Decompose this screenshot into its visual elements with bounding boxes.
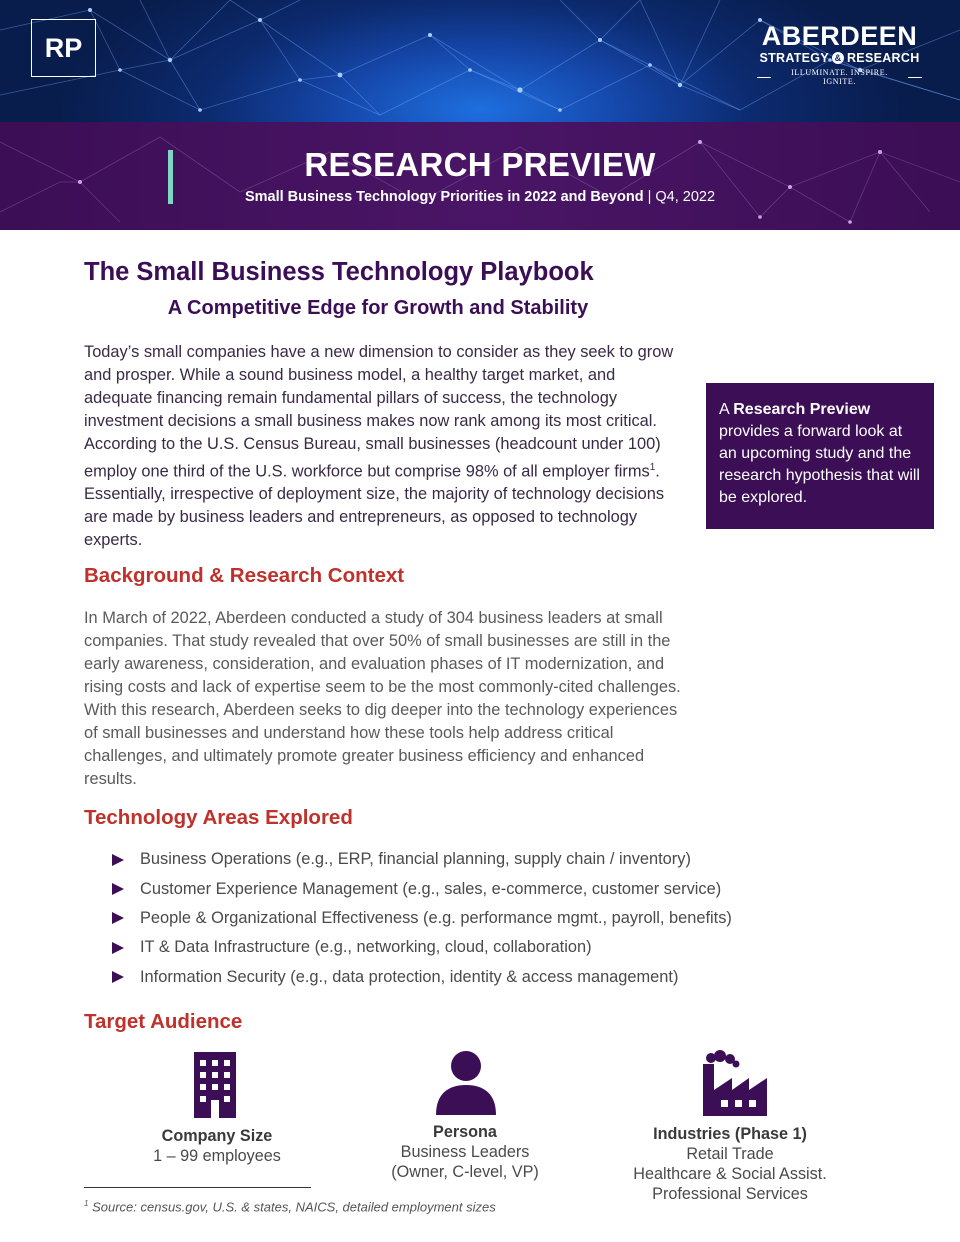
audience-heading: Target Audience (84, 1010, 243, 1033)
list-item-text: People & Organizational Effectiveness (e.g. performance mgmt., payroll, benefits) (140, 908, 732, 927)
research-preview-callout (706, 383, 934, 529)
persona-line: Business Leaders (400, 1143, 530, 1161)
rp-badge: RP (31, 19, 96, 77)
callout-text: provides a forward look at an upcoming study and the research hypothesis that will be explored. (719, 423, 920, 506)
footnote (84, 1199, 496, 1214)
technology-areas-list (112, 845, 732, 992)
triangle-bullet-icon (112, 971, 124, 983)
list-item-text: Business Operations (e.g., ERP, financial planning, supply chain / inventory) (140, 850, 691, 869)
page-title: The Small Business Technology Playbook (84, 258, 594, 286)
tagline-rule-left (757, 77, 771, 78)
industries-line: Retail Trade (686, 1145, 774, 1163)
banner-title: RESEARCH PREVIEW (304, 146, 656, 183)
triangle-bullet-icon (112, 883, 124, 895)
list-item (112, 933, 732, 962)
persona-block (340, 1122, 590, 1182)
logo-sub-right: RESEARCH (846, 51, 920, 65)
company-size-block (117, 1126, 317, 1166)
triangle-bullet-icon (112, 912, 124, 924)
intro-paragraph (84, 341, 684, 552)
factory-icon (697, 1050, 769, 1116)
technology-heading: Technology Areas Explored (84, 806, 353, 829)
company-size-title: Company Size (161, 1127, 273, 1145)
intro-text-end: . Essentially, irrespective of deployment size, the majority of technology decisions are made by business leaders and entrepreneurs, as opposed to technology experts. (84, 462, 665, 550)
logo-sub-left: STRATEGY (759, 51, 829, 65)
callout-bold: Research Preview (733, 401, 871, 418)
triangle-bullet-icon (112, 854, 124, 866)
banner-subtitle-bold: Small Business Technology Priorities in 2022 and Beyond (244, 189, 644, 205)
industries-title: Industries (Phase 1) (653, 1125, 807, 1143)
tagline-rule-right (908, 77, 922, 78)
person-icon (433, 1049, 499, 1115)
footnote-mark: 1 (84, 1199, 89, 1208)
footnote-ref: 1 (649, 462, 656, 473)
list-item (112, 845, 732, 874)
header-network-band (0, 0, 960, 122)
tagline-text: ILLUMINATE. INSPIRE. IGNITE. (791, 68, 888, 86)
banner-subtitle (0, 189, 960, 205)
persona-title: Persona (433, 1123, 497, 1141)
list-item (112, 904, 732, 933)
list-item (112, 963, 732, 992)
logo-subtitle (757, 50, 922, 66)
aberdeen-logo (757, 22, 922, 86)
banner-subtitle-date: | Q4, 2022 (643, 189, 716, 205)
background-heading: Background & Research Context (84, 564, 405, 587)
list-item (112, 874, 732, 903)
ampersand-icon: & (832, 52, 844, 64)
industries-line: Healthcare & Social Assist. (633, 1165, 827, 1183)
industries-block (600, 1124, 860, 1204)
research-preview-banner (0, 122, 960, 230)
list-item-text: Customer Experience Management (e.g., sales, e-commerce, customer service) (140, 879, 722, 898)
footnote-divider (84, 1187, 311, 1188)
company-size-line: 1 – 99 employees (153, 1147, 281, 1165)
persona-line: (Owner, C-level, VP) (391, 1163, 539, 1181)
industries-line: Professional Services (652, 1185, 808, 1203)
intro-text: Today’s small companies have a new dimension to consider as they seek to grow and prosper. While a sound business model, a healthy target market, and adequate financing remain fundamental pillars of success, the technology investment decisions a small business makes now rank among its most critical. According to the U.S. Census Bureau, small businesses (headcount under 100) employ one third of the U.S. workforce but comprise 98% of all employer firms (84, 343, 674, 481)
logo-tagline (757, 68, 922, 86)
callout-lead: A (719, 401, 734, 418)
page-subtitle: A Competitive Edge for Growth and Stability (167, 297, 589, 319)
list-item-text: IT & Data Infrastructure (e.g., networking, cloud, collaboration) (140, 938, 592, 957)
background-paragraph: In March of 2022, Aberdeen conducted a study of 304 business leaders at small companies. That study revealed that over 50% of small businesses are still in the early awareness, consideration, and evaluation phases of IT modernization, and rising costs and lack of expertise seem to be the most commonly-cited challenges. With this research, Aberdeen seeks to dig deeper into the technology experiences of small businesses and understand how these tools help address critical challenges, and ultimately promote greater business efficiency and enhanced results. (84, 609, 681, 788)
office-building-icon (192, 1050, 238, 1118)
list-item-text: Information Security (e.g., data protection, identity & access management) (140, 967, 679, 986)
logo-name: ABERDEEN (761, 21, 918, 51)
footnote-text: Source: census.gov, U.S. & states, NAICS, detailed employment sizes (88, 1199, 496, 1215)
triangle-bullet-icon (112, 942, 124, 954)
